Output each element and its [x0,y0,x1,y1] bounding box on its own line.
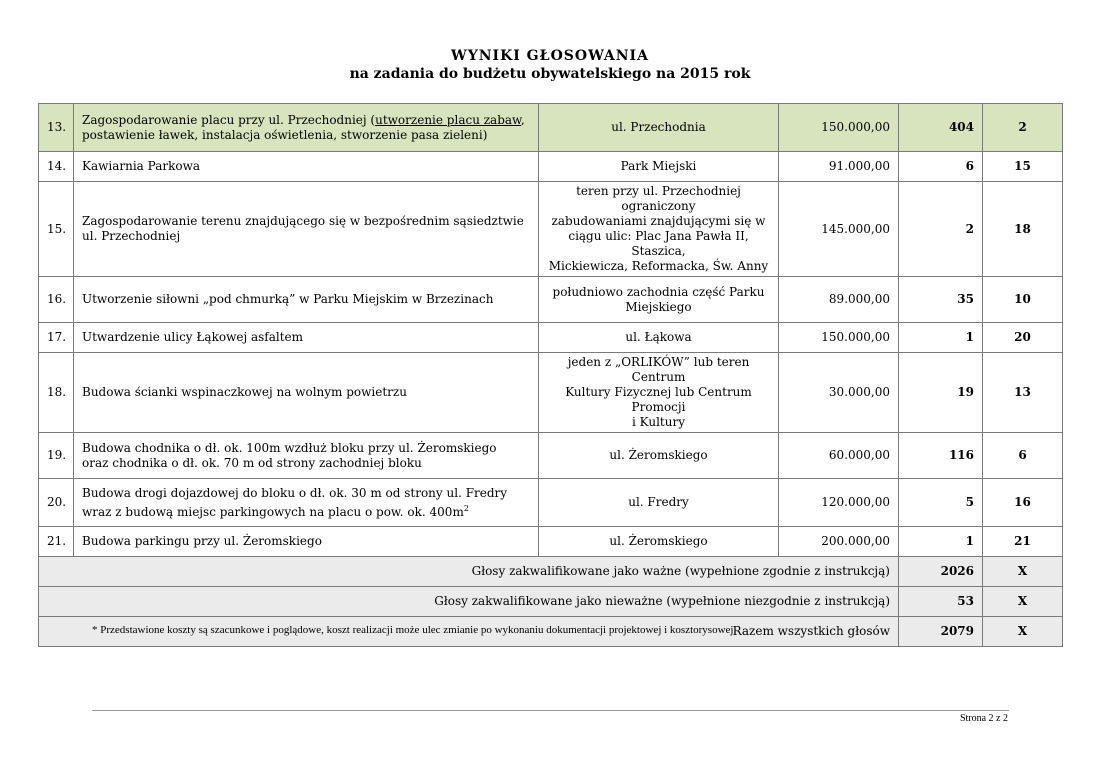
task-cost: 145.000,00 [779,182,899,277]
table-row [39,479,1063,527]
task-cost: 60.000,00 [779,433,899,479]
row-number: 17. [39,323,74,353]
row-number: 21. [39,527,74,557]
table-row [39,433,1063,479]
task-place: 20 [983,323,1063,353]
task-place: 13 [983,353,1063,433]
footer-divider [92,710,1009,711]
task-votes: 19 [899,353,983,433]
task-location: południowo zachodnia część Parku Miejskiego [539,277,779,323]
task-name: Kawiarnia Parkowa [74,152,539,182]
task-votes: 2 [899,182,983,277]
table-row [39,152,1063,182]
task-location: Park Miejski [539,152,779,182]
row-number: 15. [39,182,74,277]
task-votes: 5 [899,479,983,527]
task-place: 6 [983,433,1063,479]
summary-label: Głosy zakwalifikowane jako ważne (wypełnione zgodnie z instrukcją) [39,557,899,587]
page-subtitle: na zadania do budżetu obywatelskiego na 2015 rok [349,66,751,82]
summary-value: 53 [899,587,983,617]
task-cost: 30.000,00 [779,353,899,433]
task-votes: 1 [899,323,983,353]
footnote: * Przedstawione koszty są szacunkowe i poglądowe, koszt realizacji może ulec zmianie po wykonaniu dokumentacji projektowej i kosztorysowej. [92,624,737,636]
table-row [39,182,1063,277]
task-cost: 150.000,00 [779,104,899,152]
task-votes: 116 [899,433,983,479]
row-number: 13. [39,104,74,152]
row-number: 20. [39,479,74,527]
table-row [39,104,1063,152]
task-cost: 91.000,00 [779,152,899,182]
summary-row-invalid [39,587,1063,617]
task-place: 2 [983,104,1063,152]
task-name: Budowa chodnika o dł. ok. 100m wzdłuż bloku przy ul. Żeromskiego oraz chodnika o dł. ok. 70 m od strony zachodniej bloku [74,433,539,479]
task-votes: 404 [899,104,983,152]
summary-label: Głosy zakwalifikowane jako nieważne (wypełnione niezgodnie z instrukcją) [39,587,899,617]
task-place: 21 [983,527,1063,557]
task-cost: 150.000,00 [779,323,899,353]
table-row [39,527,1063,557]
task-place: 15 [983,152,1063,182]
results-table [38,103,1063,647]
task-location: teren przy ul. Przechodniej ograniczony zabudowaniami znajdującymi się w ciągu ulic: Plac Jana Pawła II, Staszica, Mickiewicza, Reformacka, Św. Anny [539,182,779,277]
summary-row-valid [39,557,1063,587]
task-cost: 200.000,00 [779,527,899,557]
table-row [39,323,1063,353]
task-location: jeden z „ORLIKÓW” lub teren Centrum Kultury Fizycznej lub Centrum Promocji i Kultury [539,353,779,433]
task-name: Zagospodarowanie terenu znajdującego się w bezpośrednim sąsiedztwie ul. Przechodniej [74,182,539,277]
task-location: ul. Przechodnia [539,104,779,152]
summary-value: 2026 [899,557,983,587]
summary-value: 2079 [899,617,983,647]
table-row [39,277,1063,323]
summary-label: Razem wszystkich głosów [39,617,899,647]
summary-mark: X [983,557,1063,587]
table-row [39,353,1063,433]
row-number: 18. [39,353,74,433]
task-location: ul. Żeromskiego [539,527,779,557]
summary-mark: X [983,617,1063,647]
task-name: Budowa ścianki wspinaczkowej na wolnym powietrzu [74,353,539,433]
page-number: Strona 2 z 2 [959,713,1008,724]
page-title: WYNIKI GŁOSOWANIA [451,48,649,64]
summary-mark: X [983,587,1063,617]
task-location: ul. Łąkowa [539,323,779,353]
task-name: Zagospodarowanie placu przy ul. Przechodniej (utworzenie placu zabaw, postawienie ławek, instalacja oświetlenia, stworzenie pasa zieleni) [74,104,539,152]
task-place: 10 [983,277,1063,323]
task-votes: 35 [899,277,983,323]
row-number: 19. [39,433,74,479]
task-name: Utworzenie siłowni „pod chmurką” w Parku Miejskim w Brzezinach [74,277,539,323]
task-place: 16 [983,479,1063,527]
row-number: 16. [39,277,74,323]
task-place: 18 [983,182,1063,277]
task-votes: 1 [899,527,983,557]
task-location: ul. Żeromskiego [539,433,779,479]
row-number: 14. [39,152,74,182]
task-name: Utwardzenie ulicy Łąkowej asfaltem [74,323,539,353]
task-location: ul. Fredry [539,479,779,527]
task-votes: 6 [899,152,983,182]
task-cost: 120.000,00 [779,479,899,527]
task-name: Budowa drogi dojazdowej do bloku o dł. ok. 30 m od strony ul. Fredry wraz z budową miejsc parkingowych na placu o pow. ok. $400m^2$ [74,479,539,527]
task-cost: 89.000,00 [779,277,899,323]
task-name: Budowa parkingu przy ul. Żeromskiego [74,527,539,557]
